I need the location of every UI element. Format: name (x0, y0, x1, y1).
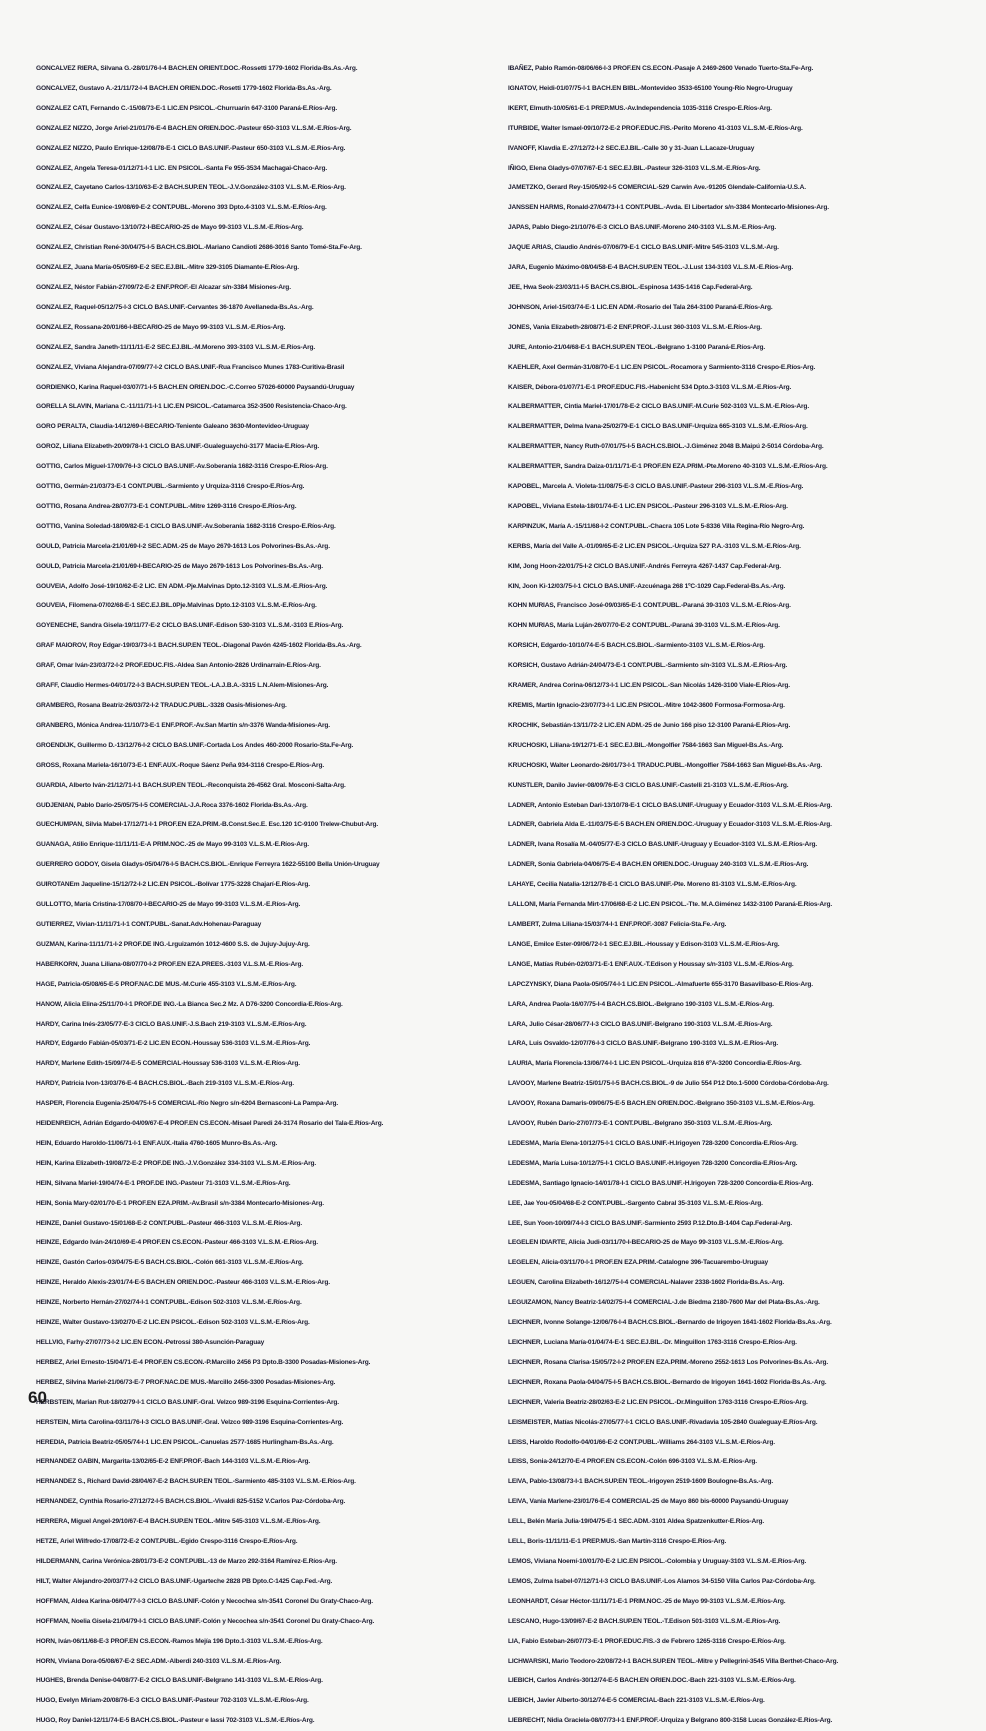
list-entry: KAISER, Débora-01/07/71-E-1 PROF.EDUC.FIS.-Habenicht 534 Dpto.3-3103 V.L.S.M.-E.Ríos-Arg. (508, 383, 792, 391)
list-entry: GRAFF, Claudio Hermes-04/01/72-I-3 BACH.SUP.EN TEOL.-LA.J.B.A.-3315 L.N.Alem-Misiones-Arg. (36, 682, 329, 690)
list-entry: GOUVEIA, Adolfo José-19/10/62-E-2 LIC. EN ADM.-Pje.Malvinas Dpto.12-3103 V.L.S.M.-E.Ríos-Arg. (36, 582, 328, 590)
list-entry: HUGO, Roy Daniel-12/11/74-E-5 BACH.CS.BIOL.-Pasteur e Iassi 702-3103 V.L.S.M.-E.Ríos-Arg. (36, 1717, 315, 1725)
list-entry: HARDY, Edgardo Fabián-05/03/71-E-2 LIC.EN ECON.-Houssay 536-3103 V.L.S.M.-E.Ríos-Arg. (36, 1040, 311, 1048)
list-entry: LANGE, Matías Rubén-02/03/71-E-1 ENF.AUX.-T.Edison y Houssay s/n-3103 V.L.S.M.-E.Ríos-Arg. (508, 960, 794, 968)
list-entry: KREMIS, Martín Ignacio-23/07/73-I-1 LIC.EN PSICOL.-Mitre 1042-3600 Formosa-Formosa-Arg. (508, 702, 785, 709)
list-entry: HORN, Viviana Dora-05/08/67-E-2 SEC.ADM.-Alberdi 240-3103 V.L.S.M.-E.Ríos-Arg. (36, 1657, 282, 1665)
list-entry: KAPOBEL, Marcela A. Violeta-11/08/75-E-3 CICLO BAS.UNIF.-Pasteur 296-3103 V.L.S.M.-E.Ríos-Arg. (508, 483, 804, 491)
list-entry: LAPCZYNSKY, Diana Paola-05/05/74-I-1 LIC.EN PSICOL.-Almafuerte 655-3170 Basavilbaso-E.Ríos-Arg. (508, 980, 813, 988)
list-entry: LELL, Belén María Julia-19/04/75-E-1 SEC.ADM.-3101 Aldea Spatzenkutter-E.Ríos-Arg. (508, 1518, 765, 1526)
list-entry: LAVOOY, Roxana Damaris-09/06/75-E-5 BACH.EN ORIEN.DOC.-Belgrano 350-3103 V.L.S.M.-E.Ríos-Arg. (508, 1100, 815, 1108)
list-entry: HANOW, Alicia Elina-25/11/70-I-1 PROF.DE ING.-La Bianca Sec.2 Mz. A D76-3200 Concordia-E.Ríos-Arg. (36, 1000, 343, 1008)
list-entry: KERBS, María del Valle A.-01/09/65-E-2 LIC.EN PSICOL.-Urquiza 527 P.A.-3103 V.L.S.M.-E.Ríos-Arg. (508, 542, 801, 550)
list-entry: GONZALEZ, Sandra Janeth-11/11/11-E-2 SEC.EJ.BIL.-M.Moreno 393-3103 V.L.S.M.-E.Ríos-Arg. (36, 343, 316, 351)
list-entry: LEICHNER, Valeria Beatriz-28/02/63-E-2 LIC.EN PSICOL.-Dr.Minguillon 1763-3116 Crespo-E.Ríos-Arg. (508, 1398, 808, 1406)
list-entry: GUTIERREZ, Vivian-11/11/71-I-1 CONT.PUBL.-Sanat.Adv.Hohenau-Paraguay (36, 920, 262, 928)
list-entry: LEMOS, Zulma Isabel-07/12/71-I-3 CICLO BAS.UNIF.-Los Alamos 34-5150 Villa Carlos Paz-Córdoba-Arg. (508, 1577, 816, 1585)
list-entry: JONES, Vania Elizabeth-28/08/71-E-2 ENF.PROF.-J.Lust 360-3103 V.L.S.M.-E.Ríos-Arg. (508, 323, 762, 331)
list-entry: GOULD, Patricia Marcela-21/01/69-I-2 SEC.ADM.-25 de Mayo 2679-1613 Los Polvorines-Bs.As.-Arg. (36, 542, 330, 550)
list-entry: LARA, Andrea Paola-16/07/75-I-4 BACH.CS.BIOL.-Belgrano 190-3103 V.L.S.M.-E.Ríos-Arg. (508, 1000, 774, 1008)
list-entry: LEMOS, Viviana Noemí-10/01/70-E-2 LIC.EN PSICOL.-Colombia y Uruguay-3103 V.L.S.M.-E.Ríos-Arg. (508, 1557, 807, 1565)
list-entry: GROSS, Roxana Mariela-16/10/73-E-1 ENF.AUX.-Roque Sáenz Peña 934-3116 Crespo-E.Ríos-Arg. (36, 761, 325, 769)
list-entry: GONZALEZ, Néstor Fabián-27/09/72-E-2 ENF.PROF.-El Alcazar s/n-3384 Misiones-Arg. (36, 283, 291, 291)
list-entry: KAEHLER, Axel Germán-31/08/70-E-1 LIC.EN PSICOL.-Rocamora y Sarmiento-3116 Crespo-E.Ríos-Arg. (508, 363, 816, 371)
list-entry: LEICHNER, Roxana Paola-04/04/75-I-5 BACH.CS.BIOL.-Bernardo de Irigoyen 1641-1602 Florida-Bs.As.-Arg. (508, 1378, 827, 1386)
list-entry: GOTTIG, Rosana Andrea-28/07/73-E-1 CONT.PUBL.-Mitre 1269-3116 Crespo-E.Ríos-Arg. (36, 502, 297, 510)
list-entry: GUIROTANEm Jaqueline-15/12/72-I-2 LIC.EN PSICOL.-Bolívar 1775-3228 Chajarí-E.Ríos-Arg. (36, 881, 310, 889)
list-entry: LEGELEN IDIARTE, Alicia Judi-03/11/70-I-BECARIO-25 de Mayo 99-3103 V.L.S.M.-E.Ríos-Arg. (508, 1239, 784, 1247)
list-entry: HERSTEIN, Mirta Carolina-03/11/76-I-3 CICLO BAS.UNIF.-Gral. Velzco 989-3196 Esquina-Corrientes-Arg. (36, 1418, 344, 1426)
list-entry: HEINZE, Gastón Carlos-03/04/75-E-5 BACH.CS.BIOL.-Colón 661-3103 V.L.S.M.-E.Ríos-Arg. (36, 1259, 304, 1267)
list-entry: LEIVA, Pablo-13/08/73-I-1 BACH.SUP.EN TEOL.-Irigoyen 2519-1609 Boulogne-Bs.As.-Arg. (508, 1478, 774, 1486)
list-entry: HEIN, Sonia Mary-02/01/70-E-1 PROF.EN EZA.PRIM.-Av.Brasil s/n-3384 Montecarlo-Misiones-Arg. (36, 1199, 324, 1207)
list-entry: JAQUE ARIAS, Claudio Andrés-07/06/79-E-1 CICLO BAS.UNIF.-Mitre 545-3103 V.L.S.M.-Arg. (508, 244, 779, 252)
list-entry: GONZALEZ, Rossana-20/01/66-I-BECARIO-25 de Mayo 99-3103 V.L.S.M.-E.Ríos-Arg. (36, 323, 286, 331)
list-entry: GOYENECHE, Sandra Gisela-19/11/77-E-2 CICLO BAS.UNIF.-Edison 530-3103 V.L.S.M.-3103 E.Ríos-Arg. (36, 622, 344, 630)
list-entry: GONZALEZ, Juana María-05/05/69-E-2 SEC.EJ.BIL.-Mitre 329-3105 Diamante-E.Ríos-Arg. (36, 264, 299, 272)
list-entry: GONCALVEZ RIERA, Silvana G.-28/01/76-I-4 BACH.EN ORIENT.DOC.-Rossetti 1779-1602 Florida-Bs.As.-Arg. (36, 65, 358, 72)
list-entry: GONZALEZ, Raquel-05/12/75-I-3 CICLO BAS.UNIF.-Cervantes 36-1870 Avellaneda-Bs.As.-Arg. (36, 303, 314, 311)
list-entry: GUARDIA, Alberto Iván-21/12/71-I-1 BACH.SUP.EN TEOL.-Reconquista 26-4562 Gral. Mosconi-Salta-Arg. (36, 781, 346, 789)
list-entry: LADNER, Antonio Esteban Dari-13/10/78-E-1 CICLO BAS.UNIF.-Uruguay y Ecuador-3103 V.L.S.M.-E.Ríos-Arg. (508, 801, 833, 809)
list-entry: GOROZ, Liliana Elizabeth-20/09/78-I-1 CICLO BAS.UNIF.-Gualeguaychú-3177 Macia-E.Ríos-Arg. (36, 443, 320, 451)
list-entry: LEDESMA, Santiago Ignacio-14/01/78-I-1 CICLO BAS.UNIF.-H.Irigoyen 728-3200 Concordia-E.Ríos-Arg. (508, 1179, 814, 1187)
list-entry: HABERKORN, Juana Liliana-08/07/70-I-2 PROF.EN EZA.PREES.-3103 V.L.S.M.-E.Ríos-Arg. (36, 960, 304, 968)
list-entry: LEE, Jae You-05/04/68-E-2 CONT.PUBL.-Sargento Cabral 35-3103 V.L.S.M.-E.Ríos-Arg. (508, 1199, 763, 1207)
list-entry: GONZALEZ, Angela Teresa-01/12/71-I-1 LIC. EN PSICOL.-Santa Fe 955-3534 Machagai-Chaco-Arg. (36, 164, 327, 172)
list-entry: LEICHNER, Rosana Clarisa-15/05/72-I-2 PROF.EN EZA.PRIM.-Moreno 2552-1613 Los Polvorines-Bs.As.-Arg. (508, 1358, 829, 1366)
list-entry: GOTTIG, Germán-21/03/73-E-1 CONT.PUBL.-Sarmiento y Urquiza-3116 Crespo-E.Ríos-Arg. (36, 483, 305, 491)
list-entry: KIN, Joon Ki-12/03/75-I-1 CICLO BAS.UNIF.-Azcuénaga 268 1ºC-1029 Cap.Federal-Bs.As.-Arg. (508, 582, 786, 590)
list-entry: KRUCHOSKI, Liliana-19/12/71-E-1 SEC.EJ.BIL.-Mongolfier 7584-1663 San Miguel-Bs.As.-Arg. (508, 741, 784, 749)
list-entry: HILT, Walter Alejandro-20/03/77-I-2 CICLO BAS.UNIF.-Ugarteche 2828 PB Dpto.C-1425 Cap.Fed.-Arg. (36, 1577, 333, 1585)
page-number: 60 (28, 1388, 47, 1407)
list-entry: HEINZE, Norberto Hernán-27/02/74-I-1 CONT.PUBL.-Edison 502-3103 V.L.S.M.-E.Ríos-Arg. (36, 1299, 302, 1307)
list-entry: JANSSEN HARMS, Ronald-27/04/73-I-1 CONT.PUBL.-Avda. El Libertador s/n-3384 Montecarlo-Misiones-Arg. (508, 204, 829, 212)
list-entry: GOTTIG, Carlos Miguel-17/09/76-I-3 CICLO BAS.UNIF.-Av.Soberanía 1682-3116 Crespo-E.Ríos-Arg. (36, 463, 328, 471)
list-entry: KORSICH, Gustavo Adrián-24/04/73-E-1 CONT.PUBL.-Sarmiento s/n-3103 V.L.S.M.-E.Ríos-Arg. (508, 662, 788, 670)
list-entry: JAMETZKO, Gerard Rey-15/05/92-I-5 COMERCIAL-529 Carwin Ave.-91205 Glendale-California-U.S.A. (508, 184, 806, 192)
list-entry: HARDY, Carina Inés-23/05/77-E-3 CICLO BAS.UNIF.-J.S.Bach 219-3103 V.L.S.M.-E.Ríos-Arg. (36, 1020, 307, 1028)
list-entry: LEGUIZAMON, Nancy Beatriz-14/02/75-I-4 COMERCIAL-J.de Biedma 2180-7600 Mar del Plata-Bs.As.-Arg. (508, 1299, 820, 1307)
list-entry: LEGELEN, Alicia-03/11/70-I-1 PROF.EN EZA.PRIM.-Catalogne 396-Tacuarembo-Uruguay (508, 1259, 769, 1267)
list-entry: HUGHES, Brenda Denise-04/08/77-E-2 CICLO BAS.UNIF.-Belgrano 141-3103 V.L.S.M.-E.Ríos-Arg. (36, 1677, 323, 1685)
list-entry: GUDJENIAN, Pablo Darío-25/05/75-I-5 COMERCIAL-J.A.Roca 3376-1602 Florida-Bs.As.-Arg. (36, 801, 308, 809)
list-entry: JOHNSON, Ariel-15/03/74-E-1 LIC.EN ADM.-Rosario del Tala 264-3100 Paraná-E.Ríos-Arg. (508, 303, 773, 311)
list-entry: GORDIENKO, Karina Raquel-03/07/71-I-5 BACH.EN ORIEN.DOC.-C.Correo 57026-60000 Paysandú-Uruguay (36, 383, 355, 391)
list-entry: GRANBERG, Mónica Andrea-11/10/73-E-1 ENF.PROF.-Av.San Martín s/n-3376 Wanda-Misiones-Arg. (36, 721, 330, 729)
list-entry: GONCALVEZ, Gustavo A.-21/11/72-I-4 BACH.EN ORIEN.DOC.-Rosetti 1779-1602 Florida-Bs.As.-Arg. (36, 84, 332, 92)
list-entry: HEINZE, Heraldo Alexis-23/01/74-E-5 BACH.EN ORIEN.DOC.-Pasteur 466-3103 V.L.S.M.-E.Ríos-Arg. (36, 1279, 330, 1287)
list-entry: GROENDIJK, Guillermo D.-13/12/76-I-2 CICLO BAS.UNIF.-Cortada Los Andes 460-2000 Rosario-Sta.Fe-Arg. (36, 741, 354, 749)
list-entry: HETZE, Ariel Wilfredo-17/08/72-E-2 CONT.PUBL.-Egido Crespo-3116 Crespo-E.Ríos-Arg. (36, 1538, 298, 1546)
list-entry: JAPAS, Pablo Diego-21/10/76-E-3 CICLO BAS.UNIF.-Moreno 240-3103 V.L.S.M.-E.Ríos-Arg. (508, 224, 777, 232)
list-entry: KOHN MURIAS, María Luján-26/07/70-E-2 CONT.PUBL.-Paraná 39-3103 V.L.S.M.-E.Ríos-Arg. (508, 622, 780, 630)
list-entry: LAMBERT, Zulma Liliana-15/03/74-I-1 ENF.PROF.-3087 Felicia-Sta.Fe.-Arg. (508, 920, 727, 928)
list-entry: LEE, Sun Yoon-10/09/74-I-3 CICLO BAS.UNIF.-Sarmiento 2593 P.12.Dto.B-1404 Cap.Federal-Arg. (508, 1219, 793, 1227)
list-entry: HEINZE, Edgardo Iván-24/10/69-E-4 PROF.EN CS.ECON.-Pasteur 466-3103 V.L.S.M.-E.Ríos-Arg. (36, 1239, 318, 1247)
list-entry: LEDESMA, María Luisa-10/12/75-I-1 CICLO BAS.UNIF.-H.Irigoyen 728-3200 Concordia-E.Ríos-Arg. (508, 1159, 798, 1167)
list-entry: HEIN, Eduardo Haroldo-11/06/71-I-1 ENF.AUX.-Italia 4760-1605 Munro-Bs.As.-Arg. (36, 1139, 278, 1147)
list-entry: LELL, Boris-11/11/11-E-1 PREP.MUS.-San Martín-3116 Crespo-E.Ríos-Arg. (508, 1538, 727, 1546)
list-entry: IBAÑEZ, Pablo Ramón-08/06/66-I-3 PROF.EN CS.ECON.-Pasaje A 2469-2600 Venado Tuerto-Sta.Fe-Arg. (508, 65, 814, 72)
list-entry: IVANOFF, Klavdia E.-27/12/72-I-2 SEC.EJ.BIL.-Calle 30 y 31-Juan L.Lacaze-Uruguay (508, 144, 755, 152)
list-entry: IÑIGO, Elena Gladys-07/07/67-E-1 SEC.EJ.BIL.-Pasteur 326-3103 V.L.S.M.-E.Ríos-Arg. (508, 164, 761, 172)
list-entry: LEIVA, Vania Marlene-23/01/76-E-4 COMERCIAL-25 de Mayo 860 bis-60000 Paysandú-Uruguay (508, 1498, 789, 1506)
list-entry: LADNER, Sonia Gabriela-04/06/75-E-4 BACH.EN ORIEN.DOC.-Uruguay 240-3103 V.L.S.M.-E.Ríos-Arg. (508, 861, 809, 869)
list-entry: HILDERMANN, Carina Verónica-28/01/73-E-2 CONT.PUBL.-13 de Marzo 292-3164 Ramírez-E.Ríos-Arg. (36, 1557, 337, 1565)
list-entry: HERNANDEZ GABIN, Margarita-13/02/65-E-2 ENF.PROF.-Bach 144-3103 V.L.S.M.-E.Ríos-Arg. (36, 1458, 311, 1466)
list-entry: GOTTIG, Vanina Soledad-18/09/82-E-1 CICLO BAS.UNIF.-Av.Soberanía 1682-3116 Crespo-E.Ríos-Arg. (36, 522, 336, 530)
list-entry: LAVOOY, Marlene Beatriz-15/01/75-I-5 BACH.CS.BIOL.-9 de Julio 554 P12 Dto.1-5000 Córdoba-Córdoba-Arg. (508, 1080, 829, 1088)
list-entry: KALBERMATTER, Nancy Ruth-07/01/75-I-5 BACH.CS.BIOL.-J.Giménez 2048 B.Maipú 2-5014 Córdoba-Arg. (508, 443, 824, 451)
list-entry: HORN, Iván-06/11/68-E-3 PROF.EN CS.ECON.-Ramos Mejía 196 Dpto.1-3103 V.L.S.M.-E.Ríos-Arg. (36, 1637, 323, 1645)
list-entry: LEISMEISTER, Matías Nicolás-27/05/77-I-1 CICLO BAS.UNIF.-Rivadavia 105-2840 Gualeguay-E.Ríos-Arg. (508, 1418, 818, 1426)
list-entry: IKERT, Elmuth-10/05/61-E-1 PREP.MUS.-Av.Independencia 1035-3116 Crespo-E.Ríos-Arg. (508, 104, 772, 112)
list-entry: HEREDIA, Patricia Beatriz-05/05/74-I-1 LIC.EN PSICOL.-Canuelas 2577-1685 Hurlingham-Bs.As.-Arg. (36, 1438, 334, 1446)
right-column (508, 59, 960, 1731)
list-entry: GONZALEZ, Christian René-30/04/75-I-5 BACH.CS.BIOL.-Mariano Candioti 2686-3016 Santo Tomé-Sta.Fe-Arg. (36, 244, 362, 252)
list-entry: GONZALEZ, Celfa Eunice-19/08/69-E-2 CONT.PUBL.-Moreno 393 Dpto.4-3103 V.L.S.M.-E.Ríos-Arg. (36, 204, 327, 212)
list-entry: HERBSTEIN, Marian Rut-18/02/79-I-1 CICLO BAS.UNIF.-Gral. Velzco 989-3196 Esquina-Corrientes-Arg. (36, 1398, 339, 1406)
list-entry: KIM, Jong Hoon-22/01/75-I-2 CICLO BAS.UNIF.-Andrés Ferreyra 4267-1437 Cap.Federal-Arg. (508, 562, 781, 570)
list-entry: LEGUEN, Carolina Elizabeth-16/12/75-I-4 COMERCIAL-Nalaver 2338-1602 Florida-Bs.As.-Arg. (508, 1279, 785, 1287)
list-entry: GONZALEZ, Viviana Alejandra-07/09/77-I-2 CICLO BAS.UNIF.-Rua Francisco Munes 1783-Curitiva-Brasil (36, 363, 345, 371)
list-entry: JEE, Hwa Seok-23/03/11-I-5 BACH.CS.BIOL.-Espinosa 1435-1416 Cap.Federal-Arg. (508, 283, 753, 291)
list-entry: HAGE, Patricia-05/08/65-E-5 PROF.NAC.DE MUS.-M.Curie 455-3103 V.L.S.M.-E.Ríos-Arg. (36, 980, 297, 988)
list-entry: LAVOOY, Rubén Darío-27/07/73-E-1 CONT.PUBL.-Belgrano 350-3103 V.L.S.M.-E.Ríos-Arg. (508, 1120, 773, 1128)
list-entry: HASPER, Florencia Eugenia-25/04/75-I-5 COMERCIAL-Río Negro s/n-6204 Bernasconi-La Pampa-Arg. (36, 1100, 339, 1108)
list-entry: LICHWARSKI, Mario Teodoro-22/08/72-I-1 BACH.SUP.EN TEOL.-Mitre y Pellegrini-3545 Villa Berthet-Chaco-Arg. (508, 1657, 839, 1665)
list-entry: GORELLA SLAVIN, Mariana C.-11/11/71-I-1 LIC.EN PSICOL.-Catamarca 352-3500 Resistencia-Chaco-Arg. (36, 403, 347, 411)
list-entry: GUZMAN, Karina-11/11/71-I-2 PROF.DE ING.-Lrguizamón 1012-4600 S.S. de Jujuy-Jujuy-Arg. (36, 940, 310, 948)
list-entry: LALLONI, María Fernanda Mirt-17/06/68-E-2 LIC.EN PSICOL.-Tte. M.A.Giménez 1432-3100 Paraná-E.Ríos-Arg. (508, 901, 832, 909)
list-entry: HEIDENREICH, Adrián Edgardo-04/09/67-E-4 PROF.EN CS.ECON.-Misael Paredi 24-3174 Rosario del Tala-E.Ríos-Arg. (36, 1120, 384, 1128)
list-entry: LARA, Luis Osvaldo-12/07/76-I-3 CICLO BAS.UNIF.-Belgrano 190-3103 V.L.S.M.-E.Ríos-Arg. (508, 1040, 779, 1048)
list-entry: KAPOBEL, Viviana Estela-18/01/74-E-1 LIC.EN PSICOL.-Pasteur 296-3103 V.L.S.M.-E.Ríos-Arg. (508, 502, 788, 510)
list-entry: LADNER, Gabriela Alda E.-11/03/75-E-5 BACH.EN ORIEN.DOC.-Uruguay y Ecuador-3103 V.L.S.M.-E.Ríos-Arg. (508, 821, 832, 829)
list-entry: KRAMER, Andrea Corina-06/12/73-I-1 LIC.EN PSICOL.-San Nicolás 1426-3100 Viale-E.Ríos-Arg. (508, 682, 790, 690)
list-entry: HERBEZ, Silvina Mariel-21/06/73-E-7 PROF.NAC.DE MUS.-Marcillo 2456-3300 Posadas-Misiones-Arg. (36, 1378, 336, 1386)
list-entry: JARA, Eugenio Máximo-08/04/58-E-4 BACH.SUP.EN TEOL.-J.Lust 134-3103 V.L.S.M.-E.Ríos-Arg. (508, 264, 794, 272)
list-entry: HERRERA, Miguel Angel-29/10/67-E-4 BACH.SUP.EN TEOL.-Mitre 545-3103 V.L.S.M.-E.Ríos-Arg. (36, 1518, 321, 1526)
list-entry: KRUCHOSKI, Walter Leonardo-26/01/73-I-1 TRADUC.PUBL.-Mongolfier 7584-1663 San Miguel-Bs.As.-Arg. (508, 761, 822, 769)
list-entry: LEISS, Haroldo Rodolfo-04/01/66-E-2 CONT.PUBL.-Williams 264-3103 V.L.S.M.-E.Ríos-Arg. (508, 1438, 775, 1446)
list-entry: HEIN, Silvana Mariel-19/04/74-E-1 PROF.DE ING.-Pasteur 71-3103 V.L.S.M.-E.Ríos-Arg. (36, 1179, 291, 1187)
list-entry: ITURBIDE, Walter Ismael-09/10/72-E-2 PROF.EDUC.FIS.-Perito Moreno 41-3103 V.L.S.M.-E.Ríos-Arg. (508, 124, 803, 132)
list-entry: GONZALEZ, Cayetano Carlos-13/10/63-E-2 BACH.SUP.EN TEOL.-J.V.González-3103 V.L.S.M.-E.Ríos-Arg. (36, 184, 346, 192)
list-entry: GOULD, Patricia Marcela-21/01/69-I-BECARIO-25 de Mayo 2679-1613 Los Polvorines-Bs.As.-Arg. (36, 562, 323, 570)
list-entry: GUERRERO GODOY, Gisela Gladys-05/04/76-I-5 BACH.CS.BIOL.-Enrique Ferreyra 1622-55100 Bella Unión-Uruguay (36, 861, 380, 869)
list-entry: GONZALEZ NIZZO, Paulo Enrique-12/08/78-E-1 CICLO BAS.UNIF.-Pasteur 650-3103 V.L.S.M.-E.Ríos-Arg. (36, 144, 346, 152)
list-entry: LADNER, Ivana Rosalía M.-04/05/77-E-3 CICLO BAS.UNIF.-Uruguay y Ecuador-3103 V.L.S.M.-E.Ríos-Arg. (508, 841, 818, 849)
list-entry: HERBEZ, Ariel Ernesto-15/04/71-E-4 PROF.EN CS.ECON.-P.Marcillo 2456 P3 Dpto.B-3300 Posadas-Misiones-Arg. (36, 1358, 371, 1366)
list-entry: LIEBICH, Javier Alberto-30/12/74-E-5 COMERCIAL-Bach 221-3103 V.L.S.M.-E.Ríos-Arg. (508, 1697, 765, 1705)
list-entry: HUGO, Evelyn Miriam-20/08/76-E-3 CICLO BAS.UNIF.-Pasteur 702-3103 V.L.S.M.-E.Ríos-Arg. (36, 1697, 309, 1705)
list-entry: LARA, Julio César-28/06/77-I-3 CICLO BAS.UNIF.-Belgrano 190-3103 V.L.S.M.-E.Ríos-Arg. (508, 1020, 773, 1028)
list-entry: LIEBRECHT, Nidia Graciela-08/07/73-I-1 ENF.PROF.-Urquiza y Belgrano 800-3158 Lucas González-E.Ríos-Arg. (508, 1717, 833, 1725)
list-entry: LAURIA, María Florencia-13/06/74-I-1 LIC.EN PSICOL.-Urquiza 816 6ºA-3200 Concordia-E.Ríos-Arg. (508, 1060, 802, 1068)
list-entry: GRAF, Omar Iván-23/03/72-I-2 PROF.EDUC.FIS.-Aldea San Antonio-2826 Urdinarrain-E.Ríos-Arg. (36, 662, 321, 670)
list-entry: GONZALEZ CATI, Fernando C.-15/08/73-E-1 LIC.EN PSICOL.-Churruarín 647-3100 Paraná-E.Ríos-Arg. (36, 104, 338, 112)
list-entry: KUNSTLER, Danilo Javier-08/09/76-E-3 CICLO BAS.UNIF.-Castelli 21-3103 V.L.S.M.-E.Ríos-Arg. (508, 781, 789, 789)
list-entry: JURE, Antonio-21/04/68-E-1 BACH.SUP.EN TEOL.-Belgrano 1-3100 Paraná-E.Ríos-Arg. (508, 343, 766, 351)
list-entry: HOFFMAN, Noelia Gisela-21/04/79-I-1 CICLO BAS.UNIF.-Colón y Necochea s/n-3541 Coronel Du Graty-Chaco-Arg. (36, 1617, 375, 1625)
list-entry: GRAF MAIOROV, Roy Edgar-19/03/73-I-1 BACH.SUP.EN TEOL.-Diagonal Pavón 4245-1602 Florida-Bs.As.-Arg. (36, 642, 362, 650)
list-entry: HARDY, Patricia Ivon-13/03/76-E-4 BACH.CS.BIOL.-Bach 219-3103 V.L.S.M.-E.Ríos-Arg. (36, 1080, 294, 1088)
list-entry: LEISS, Sonia-24/12/70-E-4 PROF.EN CS.ECON.-Colón 696-3103 V.L.S.M.-E.Ríos-Arg. (508, 1458, 757, 1466)
list-entry: HARDY, Marlene Edith-15/09/74-E-5 COMERCIAL-Houssay 536-3103 V.L.S.M.-E.Ríos-Arg. (36, 1060, 300, 1068)
list-entry: KROCHIK, Sebastián-13/11/72-2 LIC.EN ADM.-25 de Junio 166 piso 12-3100 Paraná-E.Ríos-Arg. (508, 721, 791, 729)
list-entry: LIEBICH, Carlos Andrés-30/12/74-E-5 BACH.EN ORIEN.DOC.-Bach 221-3103 V.L.S.M.-E.Ríos-Arg. (508, 1677, 796, 1685)
list-entry: HERNANDEZ, Cynthia Rosario-27/12/72-I-5 BACH.CS.BIOL.-Vivaldi 825-5152 V.Carlos Paz-Córdoba-Arg. (36, 1498, 346, 1506)
list-entry: GOUVEIA, Filomena-07/02/68-E-1 SEC.EJ.BIL.0Pje.Malvinas Dpto.12-3103 V.L.S.M.-E.Ríos-Arg. (36, 602, 317, 610)
list-entry: HELLVIG, Farhy-27/07/73-I-2 LIC.EN ECON.-Petrossi 380-Asunción-Paraguay (36, 1339, 265, 1346)
list-entry: KARPINZUK, María A.-15/11/68-I-2 CONT.PUBL.-Chacra 105 Lote 5-8336 Villa Regina-Río Negro-Arg. (508, 522, 805, 530)
list-entry: KALBERMATTER, Sandra Daiza-01/11/71-E-1 PROF.EN EZA.PRIM.-Pte.Moreno 40-3103 V.L.S.M.-E.Ríos-Arg. (508, 463, 828, 471)
list-entry: LAHAYE, Cecilia Natalia-12/12/78-E-1 CICLO BAS.UNIF.-Pte. Moreno 81-3103 V.L.S.M.-E.Ríos-Arg. (508, 881, 797, 889)
list-entry: GUECHUMPAN, Silvia Mabel-17/12/71-I-1 PROF.EN EZA.PRIM.-B.Const.Sec.E. Esc.120 1C-9100 Trelew-Chubut-Arg. (36, 821, 379, 829)
list-entry: IGNATOV, Heidi-01/07/75-I-1 BACH.EN BIBL.-Montevideo 3533-65100 Young-Río Negro-Uruguay (508, 84, 793, 92)
list-entry: HOFFMAN, Aldea Karina-06/04/77-I-3 CICLO BAS.UNIF.-Colón y Necochea s/n-3541 Coronel Du Graty-Chaco-Arg. (36, 1597, 373, 1605)
list-entry: LEICHNER, Ivonne Solange-12/06/76-I-4 BACH.CS.BIOL.-Bernardo de Irigoyen 1641-1602 Florida-Bs.As.-Arg. (508, 1319, 832, 1327)
list-entry: LEDESMA, María Elena-10/12/75-I-1 CICLO BAS.UNIF.-H.Irigoyen 728-3200 Concordia-E.Ríos-Arg. (508, 1139, 798, 1147)
list-entry: LEONHARDT, César Héctor-11/11/71-E-1 PRIM.NOC.-25 de Mayo 99-3103 V.L.S.M.-E.Ríos-Arg. (508, 1597, 786, 1605)
list-entry: LANGE, Emilce Ester-09/06/72-I-1 SEC.EJ.BIL.-Houssay y Edison-3103 V.L.S.M.-E.Ríos-Arg. (508, 940, 780, 948)
list-entry: LESCANO, Hugo-13/09/67-E-2 BACH.SUP.EN TEOL.-T.Edison 501-3103 V.L.S.M.-E.Ríos-Arg. (508, 1617, 781, 1625)
list-entry: HEINZE, Walter Gustavo-13/02/70-E-2 LIC.EN PSICOL.-Edison 502-3103 V.L.S.M.-E.Ríos-Arg. (36, 1319, 310, 1327)
left-column (36, 59, 488, 1731)
list-entry: GONZALEZ, César Gustavo-13/10/72-I-BECARIO-25 de Mayo 99-3103 V.L.S.M.-E.Ríos-Arg. (36, 224, 304, 232)
list-entry: LIA, Fabio Esteban-26/07/73-E-1 PROF.EDUC.FIS.-3 de Febrero 1265-3116 Crespo-E.Ríos-Arg. (508, 1637, 786, 1645)
list-entry: HEINZE, Daniel Gustavo-15/01/68-E-2 CONT.PUBL.-Pasteur 466-3103 V.L.S.M.-E.Ríos-Arg. (36, 1219, 303, 1227)
list-entry: LEICHNER, Luciana María-01/04/74-E-1 SEC.EJ.BIL.-Dr. Minguillon 1763-3116 Crespo-E.Ríos-Arg. (508, 1339, 797, 1346)
list-entry: GONZALEZ NIZZO, Jorge Ariel-21/01/76-E-4 BACH.EN ORIEN.DOC.-Pasteur 650-3103 V.L.S.M.-E.Ríos-Arg. (36, 124, 352, 132)
list-entry: GULLOTTO, María Cristina-17/08/70-I-BECARIO-25 de Mayo 99-3103 V.L.S.M.-E.Ríos-Arg. (36, 901, 301, 909)
list-entry: GUANAGA, Atilio Enrique-11/11/11-E-A PRIM.NOC.-25 de Mayo 99-3103 V.L.S.M.-E.Ríos-Arg. (36, 841, 309, 849)
list-entry: GRAMBERG, Rosana Beatriz-26/03/72-I-2 TRADUC.PUBL.-3328 Oasis-Misiones-Arg. (36, 702, 287, 709)
list-entry: KOHN MURIAS, Francisco José-09/03/65-E-1 CONT.PUBL.-Paraná 39-3103 V.L.S.M.-E.Ríos-Arg. (508, 602, 791, 610)
list-entry: KALBERMATTER, Cintia Mariel-17/01/78-E-2 CICLO BAS.UNIF.-M.Curie 502-3103 V.L.S.M.-E.Ríos-Arg. (508, 403, 809, 411)
list-entry: KALBERMATTER, Delma Ivana-25/02/79-E-1 CICLO BAS.UNIF-Urquiza 665-3103 V.L.S.M.-E.Ríos-Arg. (508, 423, 808, 431)
list-entry: HERNANDEZ S., Richard David-28/04/67-E-2 BACH.SUP.EN TEOL.-Sarmiento 485-3103 V.L.S.M.-E.Ríos-Arg. (36, 1478, 356, 1486)
list-entry: KORSICH, Edgardo-10/10/74-E-5 BACH.CS.BIOL.-Sarmiento-3103 V.L.S.M.-E.Ríos-Arg. (508, 642, 765, 650)
list-entry: HEIN, Karina Elizabeth-19/08/72-E-2 PROF.DE ING.-J.V.González 334-3103 V.L.S.M.-E.Ríos-Arg. (36, 1159, 317, 1167)
list-entry: GORO PERALTA, Claudia-14/12/69-I-BECARIO-Teniente Galeano 3630-Montevideo-Uruguay (36, 423, 309, 431)
